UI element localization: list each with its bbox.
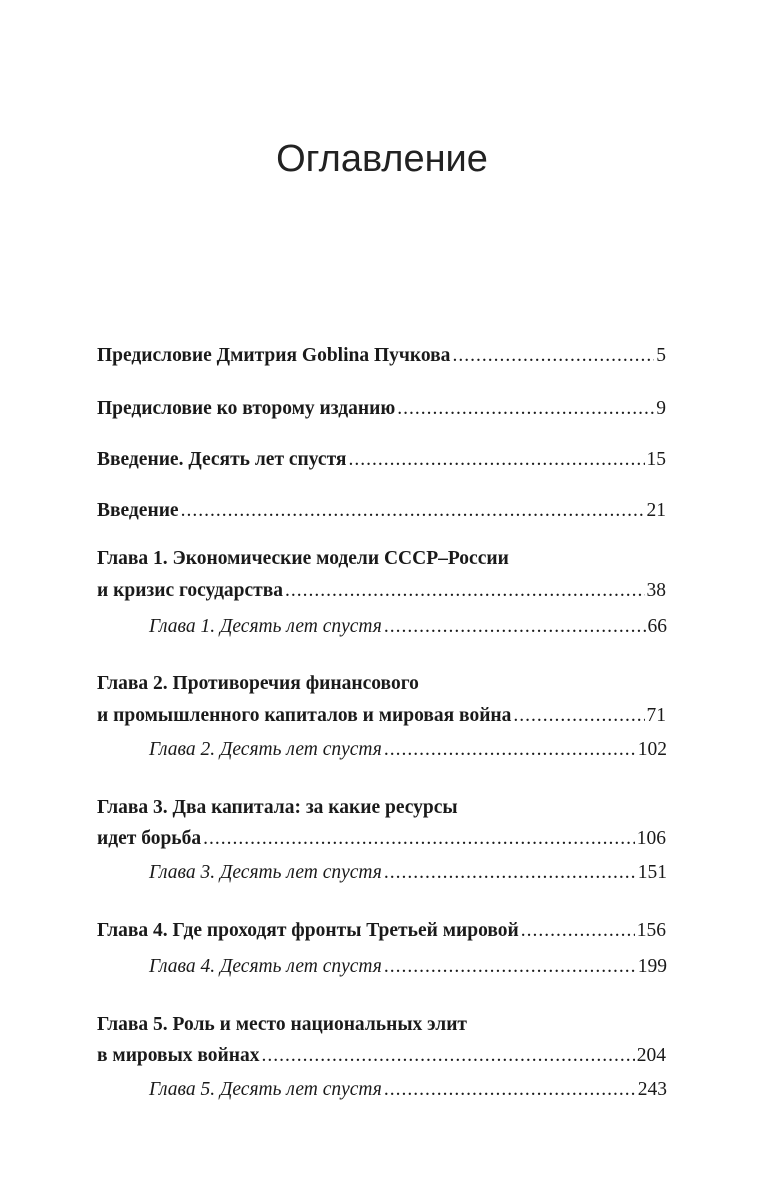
toc-chapter-3-ten-years[interactable] — [149, 858, 667, 888]
toc-entry-foreword-puchkov[interactable] — [97, 341, 666, 371]
dot-leader — [521, 916, 635, 946]
toc-entry-text: Глава 2. Десять лет спустя — [149, 739, 382, 760]
toc-page-number: 71 — [646, 705, 666, 726]
dot-leader — [384, 1075, 636, 1105]
toc-page-number: 38 — [646, 580, 666, 601]
toc-entry-text: Глава 3. Десять лет спустя — [149, 862, 382, 883]
toc-entry-intro[interactable] — [97, 496, 666, 526]
dot-leader — [203, 824, 635, 854]
toc-chapter-1-title[interactable] — [97, 544, 666, 574]
toc-chapter-1-ten-years[interactable] — [149, 612, 667, 642]
toc-entry-text: Глава 1. Десять лет спустя — [149, 616, 382, 637]
toc-entry-text: Глава 4. Где проходят фронты Третьей мировой — [97, 920, 519, 941]
toc-page-number: 199 — [637, 956, 667, 977]
dot-leader — [181, 496, 645, 526]
toc-entry-foreword-second-edition[interactable] — [97, 394, 666, 424]
toc-chapter-5[interactable] — [97, 1041, 666, 1071]
toc-page-number: 21 — [646, 500, 666, 521]
toc-chapter-2-ten-years[interactable] — [149, 735, 667, 765]
dot-leader — [384, 952, 636, 982]
page-title: Оглавление — [276, 138, 488, 180]
toc-chapter-4[interactable] — [97, 916, 666, 946]
toc-entry-text: и промышленного капиталов и мировая война — [97, 705, 512, 726]
toc-entry-text: Глава 5. Роль и место национальных элит — [97, 1014, 468, 1035]
dot-leader — [384, 612, 646, 642]
toc-entry-text: Глава 2. Противоречия финансового — [97, 673, 419, 694]
dot-leader — [513, 701, 644, 731]
dot-leader — [384, 735, 636, 765]
toc-entry-text: Введение — [97, 500, 179, 521]
toc-entry-text: Глава 4. Десять лет спустя — [149, 956, 382, 977]
toc-page-number: 204 — [636, 1045, 666, 1066]
toc-entry-text: и кризис государства — [97, 580, 284, 601]
dot-leader — [348, 445, 644, 475]
toc-entry-text: Предисловие ко второму изданию — [97, 398, 396, 419]
toc-chapter-3-title[interactable] — [97, 793, 666, 823]
toc-chapter-2[interactable] — [97, 701, 666, 731]
toc-page-number: 102 — [637, 739, 667, 760]
toc-page-number: 15 — [646, 449, 666, 470]
toc-page-number: 243 — [637, 1079, 667, 1100]
toc-entry-text: Глава 3. Два капитала: за какие ресурсы — [97, 797, 458, 818]
dot-leader — [397, 394, 654, 424]
toc-chapter-5-ten-years[interactable] — [149, 1075, 667, 1105]
toc-entry-text: в мировых войнах — [97, 1045, 260, 1066]
toc-chapter-3[interactable] — [97, 824, 666, 854]
dot-leader — [285, 576, 644, 606]
toc-chapter-1[interactable] — [97, 576, 666, 606]
toc-page-number: 5 — [656, 345, 666, 366]
toc-page-number: 106 — [636, 828, 666, 849]
toc-page-number: 151 — [637, 862, 667, 883]
toc-page-number: 9 — [656, 398, 666, 419]
dot-leader — [384, 858, 636, 888]
dot-leader — [452, 341, 654, 371]
toc-entry-text: Глава 1. Экономические модели СССР–России — [97, 548, 509, 569]
toc-chapter-5-title[interactable] — [97, 1010, 666, 1040]
toc-chapter-4-ten-years[interactable] — [149, 952, 667, 982]
toc-chapter-2-title[interactable] — [97, 669, 666, 699]
toc-entry-intro-ten-years[interactable] — [97, 445, 666, 475]
toc-page-number: 66 — [647, 616, 667, 637]
dot-leader — [262, 1041, 635, 1071]
toc-entry-text: Глава 5. Десять лет спустя — [149, 1079, 382, 1100]
toc-entry-text: Введение. Десять лет спустя — [97, 449, 347, 470]
toc-entry-text: идет борьба — [97, 828, 202, 849]
toc-entry-text: Предисловие Дмитрия Goblina Пучкова — [97, 345, 451, 366]
toc-page-number: 156 — [636, 920, 666, 941]
